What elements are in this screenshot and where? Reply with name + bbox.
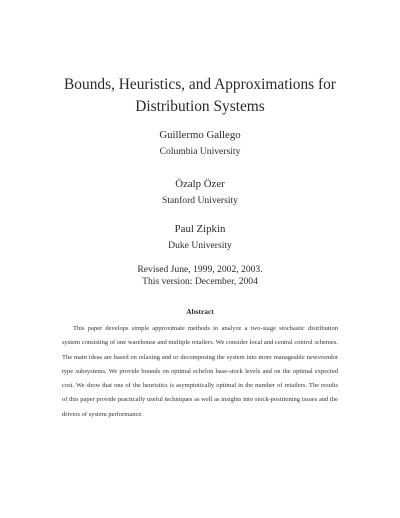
author-block-1 bbox=[0, 128, 400, 158]
paper-title: Bounds, Heuristics, and Approximations for Distribution Systems bbox=[64, 76, 336, 115]
author-affiliation: Duke University bbox=[168, 240, 232, 251]
version-date: This version: December, 2004 bbox=[142, 275, 258, 287]
author-name: Özalp Özer bbox=[175, 178, 225, 190]
abstract-heading: Abstract bbox=[186, 307, 214, 316]
author-name: Paul Zipkin bbox=[174, 223, 226, 235]
author-block-2 bbox=[0, 177, 400, 207]
author-name: Guillermo Gallego bbox=[159, 129, 241, 141]
author-affiliation: Columbia University bbox=[159, 146, 241, 157]
author-affiliation: Stanford University bbox=[162, 195, 238, 206]
paper-dates bbox=[0, 264, 400, 287]
abstract-text: This paper develops simple approximate methods to analyze a two-stage stochastic distribution system consisting of one warehouse and multiple retailers. We consider local and central control schemes. The main ideas are based on relaxing and or decomposing the system into more manageable newsvendor type subsystems. We provide bounds on optimal echelon base-stock levels and on the optimal expected cost. We show that one of the heuristics is asymptotically optimal in the number of retailers. The results of this paper provide practically useful techniques as well as insights into stock-positioning issues and the drivers of system performance. bbox=[62, 325, 338, 418]
revised-date: Revised June, 1999, 2002, 2003. bbox=[137, 264, 263, 275]
author-block-3 bbox=[0, 222, 400, 252]
